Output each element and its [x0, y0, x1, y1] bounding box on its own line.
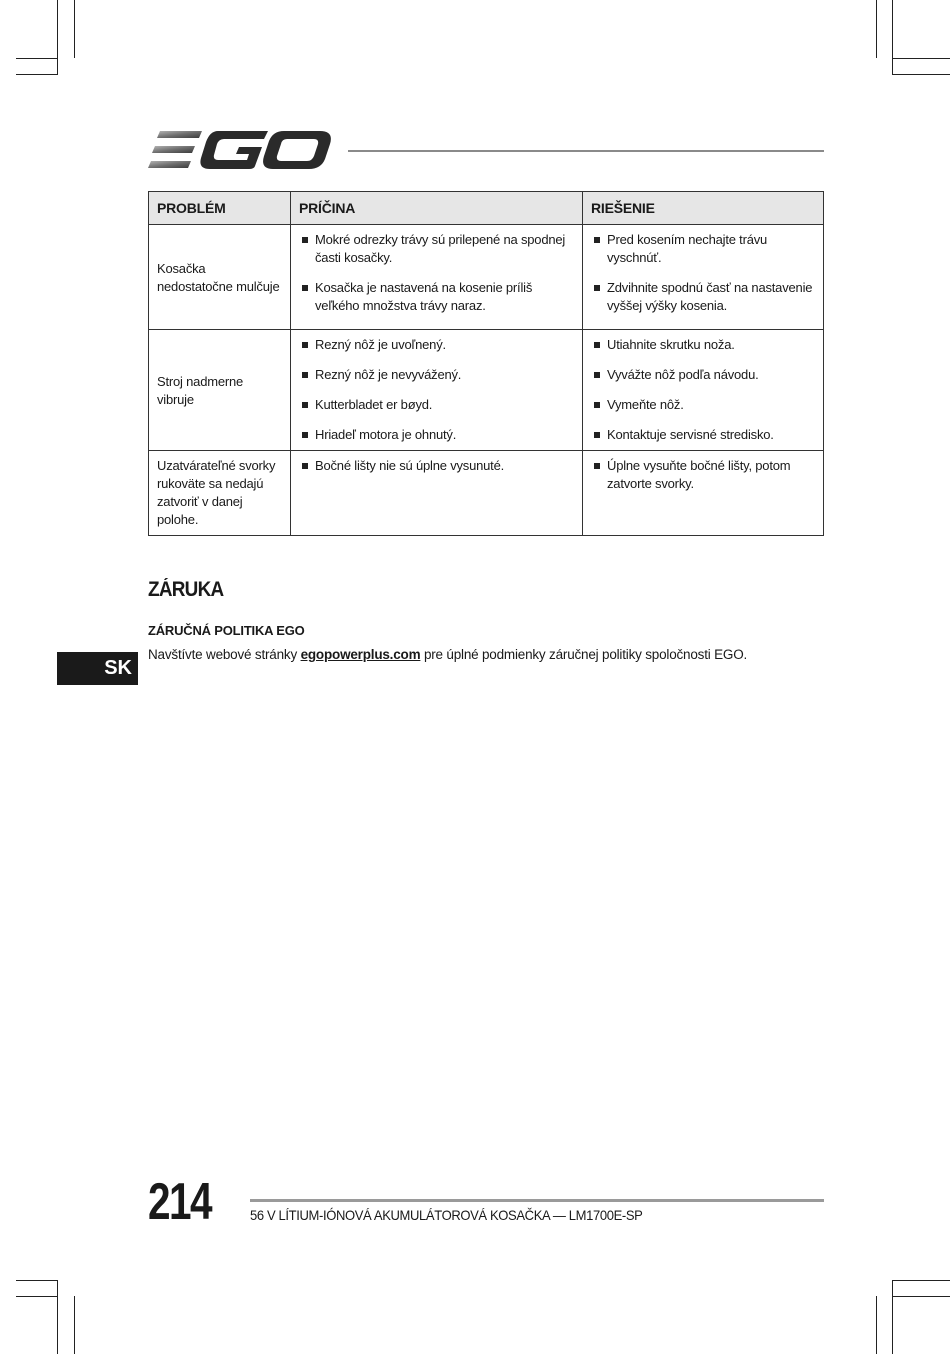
crop-mark [892, 0, 893, 74]
egopowerplus-link[interactable]: egopowerplus.com [300, 647, 421, 662]
table-row [149, 225, 824, 330]
list-item: Úplne vysuňte bočné lišty, potom zatvorte svorky. [591, 457, 815, 493]
warranty-text-before: Navštívte webové stránky [148, 647, 301, 662]
crop-mark [892, 1296, 950, 1297]
list-item: Bočné lišty nie sú úplne vysunuté. [299, 457, 574, 475]
list-item: Kutterbladet er bøyd. [299, 396, 574, 414]
crop-mark [16, 1296, 58, 1297]
solution-cell [583, 330, 824, 451]
list-item: Pred kosením nechajte trávu vyschnúť. [591, 231, 815, 267]
problem-cell: Kosačka nedostatočne mulčuje [149, 225, 291, 330]
cause-cell [291, 330, 583, 451]
crop-mark [892, 74, 950, 75]
warranty-policy-heading: ZÁRUČNÁ POLITIKA EGO [148, 623, 305, 638]
warranty-paragraph [148, 647, 747, 662]
solution-list [591, 231, 815, 315]
list-item: Zdvihnite spodnú časť na nastavenie vyššej výšky kosenia. [591, 279, 815, 315]
warranty-text-after: pre úplné podmienky záručnej politiky spoločnosti EGO. [420, 647, 748, 662]
list-item: Mokré odrezky trávy sú prilepené na spodnej časti kosačky. [299, 231, 574, 267]
crop-mark [892, 1280, 950, 1281]
crop-mark [16, 58, 58, 59]
cause-list [299, 231, 574, 315]
list-item: Utiahnite skrutku noža. [591, 336, 815, 354]
cause-list [299, 457, 574, 475]
crop-mark [892, 58, 950, 59]
table-row [149, 451, 824, 536]
crop-mark [16, 74, 58, 75]
troubleshooting-table [148, 191, 824, 536]
crop-mark [16, 1280, 58, 1281]
footer-rule [250, 1199, 824, 1202]
list-item: Vymeňte nôž. [591, 396, 815, 414]
column-header-solution: RIEŠENIE [583, 192, 824, 225]
cause-cell [291, 451, 583, 536]
list-item: Vyvážte nôž podľa návodu. [591, 366, 815, 384]
footer-title: 56 V LÍTIUM-IÓNOVÁ AKUMULÁTOROVÁ KOSAČKA — LM1700E-SP [250, 1207, 643, 1223]
crop-mark [876, 1296, 877, 1354]
crop-mark [74, 0, 75, 58]
header-rule [348, 150, 824, 152]
problem-cell: Uzatvárateľné svorky rukoväte sa nedajú zatvoriť v danej polohe. [149, 451, 291, 536]
problem-cell: Stroj nadmerne vibruje [149, 330, 291, 451]
crop-mark [876, 0, 877, 58]
crop-mark [74, 1296, 75, 1354]
table-header-row [149, 192, 824, 225]
solution-list [591, 457, 815, 493]
list-item: Kosačka je nastavená na kosenie príliš veľkého množstva trávy naraz. [299, 279, 574, 315]
page-number: 214 [148, 1173, 211, 1231]
cause-list [299, 336, 574, 444]
list-item: Rezný nôž je nevyvážený. [299, 366, 574, 384]
crop-mark [57, 0, 58, 74]
language-tab [57, 652, 138, 685]
table-row [149, 330, 824, 451]
list-item: Rezný nôž je uvoľnený. [299, 336, 574, 354]
column-header-cause: PRÍČINA [291, 192, 583, 225]
solution-list [591, 336, 815, 444]
ego-logo [148, 128, 332, 172]
solution-cell [583, 225, 824, 330]
list-item: Kontaktuje servisné stredisko. [591, 426, 815, 444]
section-title-warranty: ZÁRUKA [148, 578, 224, 601]
solution-cell [583, 451, 824, 536]
crop-mark [892, 1280, 893, 1354]
column-header-problem: PROBLÉM [149, 192, 291, 225]
language-code: SK [104, 657, 132, 679]
cause-cell [291, 225, 583, 330]
list-item: Hriadeľ motora je ohnutý. [299, 426, 574, 444]
crop-mark [57, 1280, 58, 1354]
